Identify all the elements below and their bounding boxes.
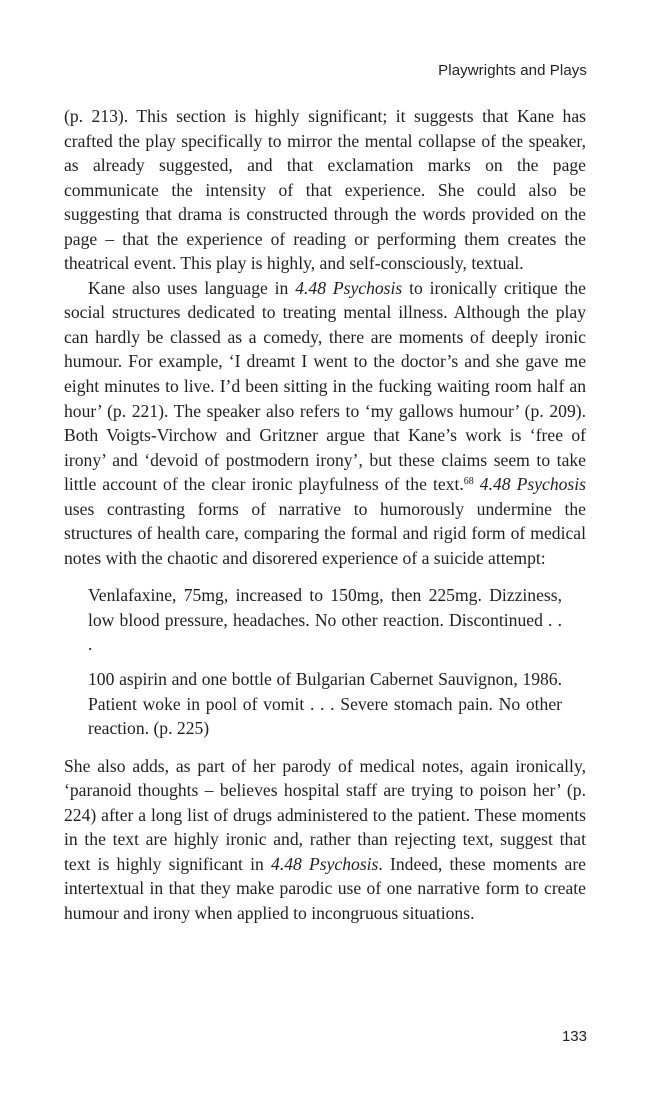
quote-paragraph-1: Venlafaxine, 75mg, increased to 150mg, then 225mg. Dizziness, low blood pressure, headaches. No other reaction. Discontinued . . . [88, 585, 562, 655]
paragraph-2 [64, 276, 586, 571]
paragraph-2-text-a: Kane also uses language in [88, 277, 296, 298]
body-text [64, 104, 586, 926]
page-number: 133 [561, 1028, 587, 1045]
block-quote [88, 583, 562, 740]
paragraph-3-text-a: She also adds, as part of her parody of medical notes, again ironically, ‘paranoid thoughts – believes hospital staff are trying to poison her’ (p. 224) after a long list of drugs administered to the patient. These moments in the text are highly ironic and, rather than rejecting text, suggest that text is highly significant in [64, 755, 586, 874]
play-title: 4.48 Psychosis [479, 474, 586, 495]
play-title: 4.48 Psychosis [271, 853, 379, 874]
paragraph-3-text-b: . Indeed, these moments are intertextual in that they make parodic use of one narrative form to create humour and irony when applied to incongruous situations. [64, 853, 586, 923]
paragraph-1: (p. 213). This section is highly significant; it suggests that Kane has crafted the play specifically to mirror the mental collapse of the speaker, as already suggested, and that exclamation marks on the page communicate the intensity of that experience. She could also be suggesting that drama is constructed through the words provided on the page – that the experience of reading or performing them creates the theatrical event. This play is highly, and self-consciously, textual. [64, 106, 586, 274]
paragraph-2-text-b: to ironically critique the social structures dedicated to treating mental illness. Although the play can hardly be classed as a comedy, there are moments of deeply ironic humour. For example, ‘I dreamt I went to the doctor’s and she gave me eight minutes to live. I’d been sitting in the fucking waiting room half an hour’ (p. 221). The speaker also refers to ‘my gallows humour’ (p. 209). Both Voigts-Virchow and Gritzner argue that Kane’s work is ‘free of irony’ and ‘devoid of postmodern irony’, but these claims seem to take little account of the clear ironic playfulness of the text. [64, 277, 586, 495]
running-head: Playwrights and Plays [438, 62, 587, 79]
quote-paragraph-2: 100 aspirin and one bottle of Bulgarian Cabernet Sauvignon, 1986. Patient woke in pool of vomit . . . Severe stomach pain. No other reaction. (p. 225) [88, 669, 562, 739]
paragraph-2-text-c: uses contrasting forms of narrative to humorously undermine the structures of health care, comparing the formal and rigid form of medical notes with the chaotic and disorered experience of a suicide attempt: [64, 498, 586, 568]
play-title: 4.48 Psychosis [295, 277, 403, 298]
paragraph-3 [64, 754, 586, 926]
footnote-marker[interactable]: 68 [463, 476, 474, 488]
